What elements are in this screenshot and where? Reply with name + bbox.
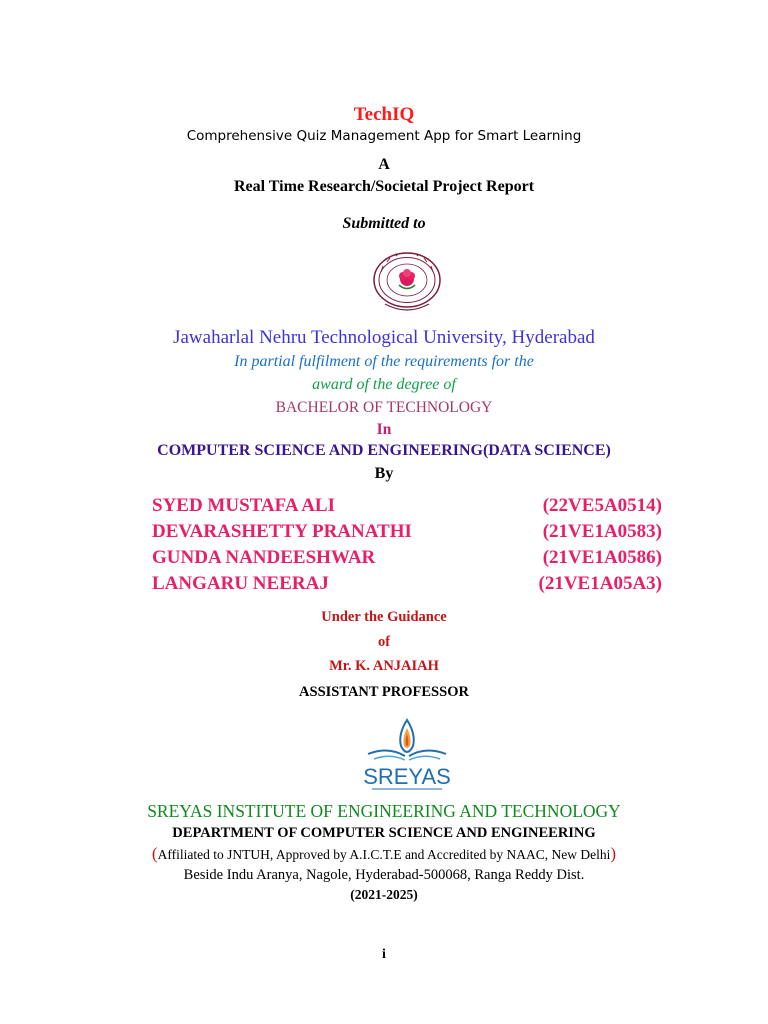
student-roll: (21VE1A0586) (542, 547, 662, 568)
degree-name: BACHELOR OF TECHNOLOGY (275, 399, 493, 416)
report-type: Real Time Research/Societal Project Report (233, 178, 535, 195)
affiliation-line (0, 844, 768, 865)
affiliation-open-paren: ( (151, 844, 158, 863)
submitted-to: Submitted to (342, 215, 426, 232)
student-name: GUNDA NANDEESHWAR (152, 547, 376, 568)
branch-name: COMPUTER SCIENCE AND ENGINEERING(DATA SCIENCE) (157, 442, 611, 459)
by-word: By (374, 465, 394, 482)
student-roll: (21VE1A05A3) (538, 573, 662, 594)
affiliation-close-paren: ) (610, 844, 617, 863)
student-name: SYED MUSTAFA ALI (152, 495, 335, 516)
department-name: DEPARTMENT OF COMPUTER SCIENCE AND ENGINEERING (172, 825, 596, 841)
student-name: LANGARU NEERAJ (152, 573, 329, 594)
project-subtitle: Comprehensive Quiz Management App for Smart Learning (186, 128, 582, 144)
affiliation-text: Affiliated to JNTUH, Approved by A.I.C.T.E and Accredited by NAAC, New Delhi (157, 847, 611, 862)
project-title: TechIQ (353, 104, 415, 125)
address-line: Beside Indu Aranya, Nagole, Hyderabad-500068, Ranga Reddy Dist. (183, 867, 585, 883)
partial-fulfilment-line: In partial fulfilment of the requirements for the (234, 353, 534, 370)
award-line: award of the degree of (312, 376, 456, 393)
page-number: i (382, 947, 386, 962)
jntu-seal-logo (371, 252, 443, 314)
guidance-of: of (377, 634, 391, 650)
sreyas-logo (358, 716, 456, 794)
university-name: Jawaharlal Nehru Technological University, Hyderabad (173, 327, 595, 348)
student-roll: (21VE1A0583) (542, 521, 662, 542)
guide-designation: ASSISTANT PROFESSOR (299, 684, 469, 700)
article-a: A (378, 156, 390, 173)
student-name: DEVARASHETTY PRANATHI (152, 521, 412, 542)
guide-name: Mr. K. ANJAIAH (329, 658, 439, 674)
sreyas-logo-text: SREYAS (363, 764, 451, 789)
student-roll: (22VE5A0514) (542, 495, 662, 516)
academic-years: (2021-2025) (350, 887, 418, 902)
in-word: In (376, 421, 392, 438)
guidance-heading: Under the Guidance (321, 609, 447, 625)
institute-name: SREYAS INSTITUTE OF ENGINEERING AND TECHNOLOGY (147, 801, 621, 821)
